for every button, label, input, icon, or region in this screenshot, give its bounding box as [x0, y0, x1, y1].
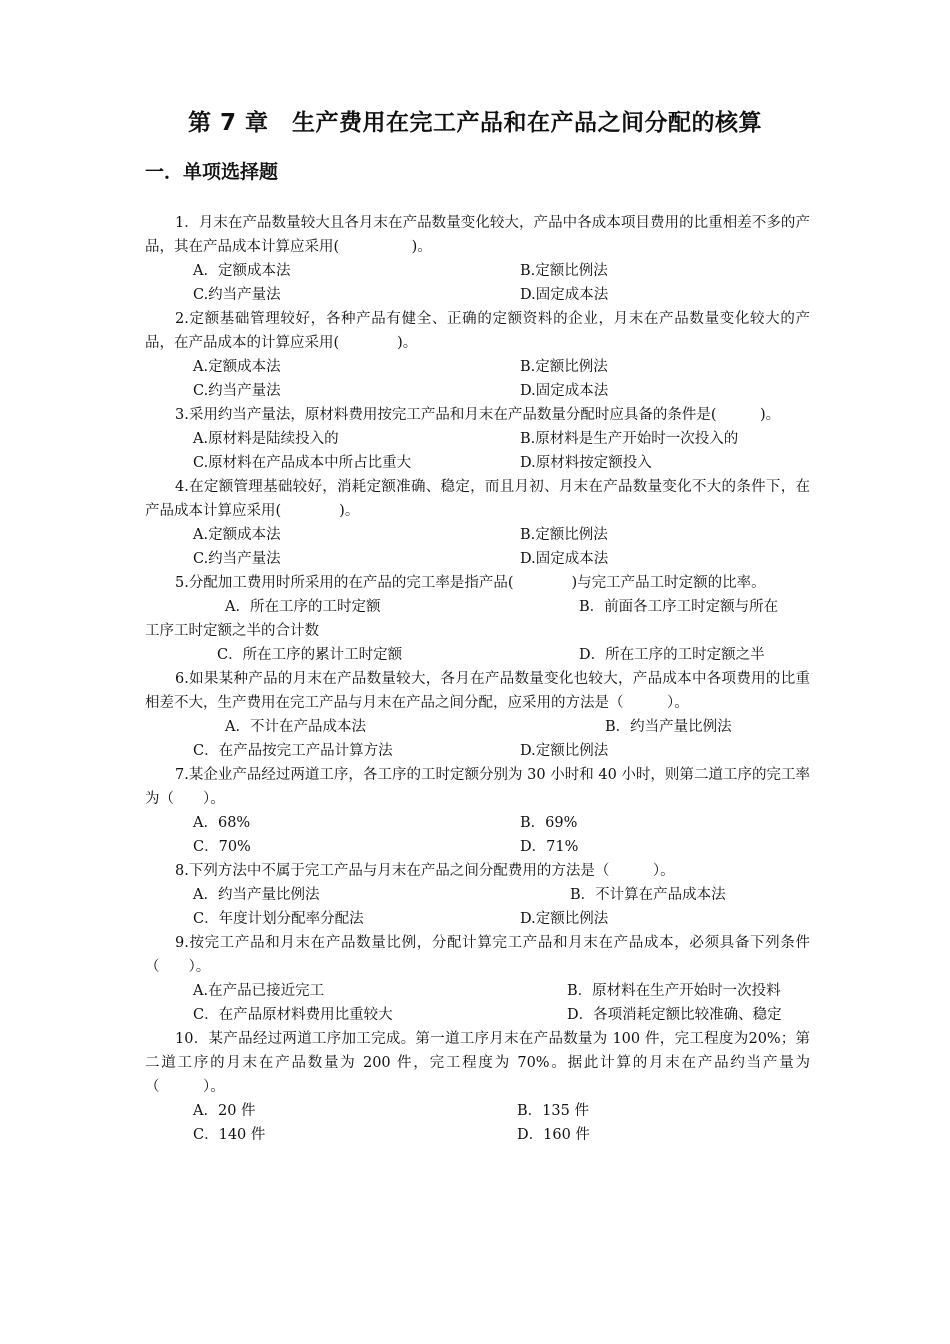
options-row — [145, 1099, 810, 1123]
options-row — [145, 523, 810, 547]
option-b: B.原材料是生产开始时一次投入的 — [520, 431, 739, 447]
question-10: 10．某产品经过两道工序加工完成。第一道工序月末在产品数量为 100 件，完工程度为20%；第二道工序的月末在产品数量为 200 件，完工程度为 70%。据此计算的月末在产品约当产量为（ ）。 — [145, 1031, 810, 1095]
options-row — [145, 379, 810, 403]
option-a: A．20 件 — [193, 1103, 256, 1119]
question-8: 8.下列方法中不属于完工产品与月末在产品之间分配费用的方法是（ ）。 — [175, 863, 675, 879]
chapter-title: 第 7 章 生产费用在完工产品和在产品之间分配的核算 — [187, 110, 763, 136]
option-c: C．所在工序的累计工时定额 — [217, 647, 403, 663]
question-2: 2.定额基础管理较好，各种产品有健全、正确的定额资料的企业，月末在产品数量变化较大的产品，在产品成本的计算应采用( )。 — [145, 311, 810, 351]
option-b: B．前面各工序工时定额与所在 — [579, 599, 779, 615]
option-b-continuation: 工序工时定额之半的合计数 — [145, 623, 319, 639]
options-row — [145, 835, 810, 859]
option-d: D．各项消耗定额比较准确、稳定 — [567, 1007, 782, 1023]
option-b: B．135 件 — [517, 1103, 589, 1119]
question-list — [145, 211, 810, 1147]
options-row — [145, 595, 810, 619]
option-c: C.约当产量法 — [193, 383, 281, 399]
options-row — [145, 427, 810, 451]
option-a: A．68% — [193, 815, 251, 831]
options-row — [145, 355, 810, 379]
option-c: C.约当产量法 — [193, 287, 281, 303]
option-c: C．70% — [193, 839, 251, 855]
option-b: B．约当产量比例法 — [605, 719, 732, 735]
option-b: B．原材料在生产开始时一次投料 — [567, 983, 781, 999]
options-row — [145, 715, 810, 739]
option-a: A.在产品已接近完工 — [193, 983, 325, 999]
option-d: D.固定成本法 — [520, 383, 609, 399]
options-row — [145, 1123, 810, 1147]
question-1: 1．月末在产品数量较大且各月末在产品数量变化较大，产品中各成本项目费用的比重相差不多的产品，其在产品成本计算应采用( )。 — [145, 215, 810, 255]
question-7: 7.某企业产品经过两道工序，各工序的工时定额分别为 30 小时和 40 小时，则第二道工序的完工率为（ ）。 — [145, 767, 810, 807]
options-row — [145, 883, 810, 907]
option-b: B．不计算在产品成本法 — [570, 887, 726, 903]
option-b: B.定额比例法 — [520, 359, 608, 375]
option-d: D．所在工序的工时定额之半 — [579, 647, 765, 663]
option-d: D.固定成本法 — [520, 551, 609, 567]
options-row — [145, 547, 810, 571]
option-b: B．69% — [520, 815, 578, 831]
question-9: 9.按完工产品和月末在产品数量比例，分配计算完工产品和月末在产品成本，必须具备下列条件（ ）。 — [145, 935, 810, 975]
option-d: D.定额比例法 — [520, 911, 609, 927]
options-row — [145, 1003, 810, 1027]
option-c: C．在产品按完工产品计算方法 — [193, 743, 393, 759]
options-row — [145, 259, 810, 283]
option-c: C.原材料在产品成本中所占比重大 — [193, 455, 412, 471]
option-d: D.原材料按定额投入 — [520, 455, 652, 471]
option-a: A．不计在产品成本法 — [225, 719, 366, 735]
option-a: A．约当产量比例法 — [193, 887, 320, 903]
options-row — [145, 979, 810, 1003]
options-row — [145, 643, 810, 667]
option-a: A.原材料是陆续投入的 — [193, 431, 339, 447]
options-row — [145, 907, 810, 931]
options-row — [145, 811, 810, 835]
option-a: A．所在工序的工时定额 — [225, 599, 381, 615]
option-b: B.定额比例法 — [520, 263, 608, 279]
option-c: C．年度计划分配率分配法 — [193, 911, 364, 927]
options-row — [145, 283, 810, 307]
options-row — [145, 739, 810, 763]
question-6: 6.如果某种产品的月末在产品数量较大，各月在产品数量变化也较大，产品成本中各项费用的比重相差不大，生产费用在完工产品与月末在产品之间分配，应采用的方法是（ ）。 — [145, 671, 810, 711]
question-3: 3.采用约当产量法，原材料费用按完工产品和月末在产品数量分配时应具备的条件是( )。 — [175, 407, 781, 423]
option-c: C．140 件 — [193, 1127, 266, 1143]
option-d: D．160 件 — [517, 1127, 590, 1143]
option-a: A.定额成本法 — [193, 527, 281, 543]
option-a: A．定额成本法 — [193, 263, 291, 279]
option-a: A.定额成本法 — [193, 359, 281, 375]
option-d: D．71% — [520, 839, 579, 855]
option-c: C．在产品原材料费用比重较大 — [193, 1007, 393, 1023]
question-4: 4.在定额管理基础较好，消耗定额准确、稳定，而且月初、月末在产品数量变化不大的条件下，在产品成本计算应采用( )。 — [145, 479, 810, 519]
options-row — [145, 451, 810, 475]
option-b: B.定额比例法 — [520, 527, 608, 543]
option-c: C.约当产量法 — [193, 551, 281, 567]
question-5: 5.分配加工费用时所采用的在产品的完工率是指产品( )与完工产品工时定额的比率。 — [175, 575, 766, 591]
section-heading: 一．单项选择题 — [145, 161, 279, 183]
option-d: D.固定成本法 — [520, 287, 609, 303]
option-d: D.定额比例法 — [520, 743, 609, 759]
